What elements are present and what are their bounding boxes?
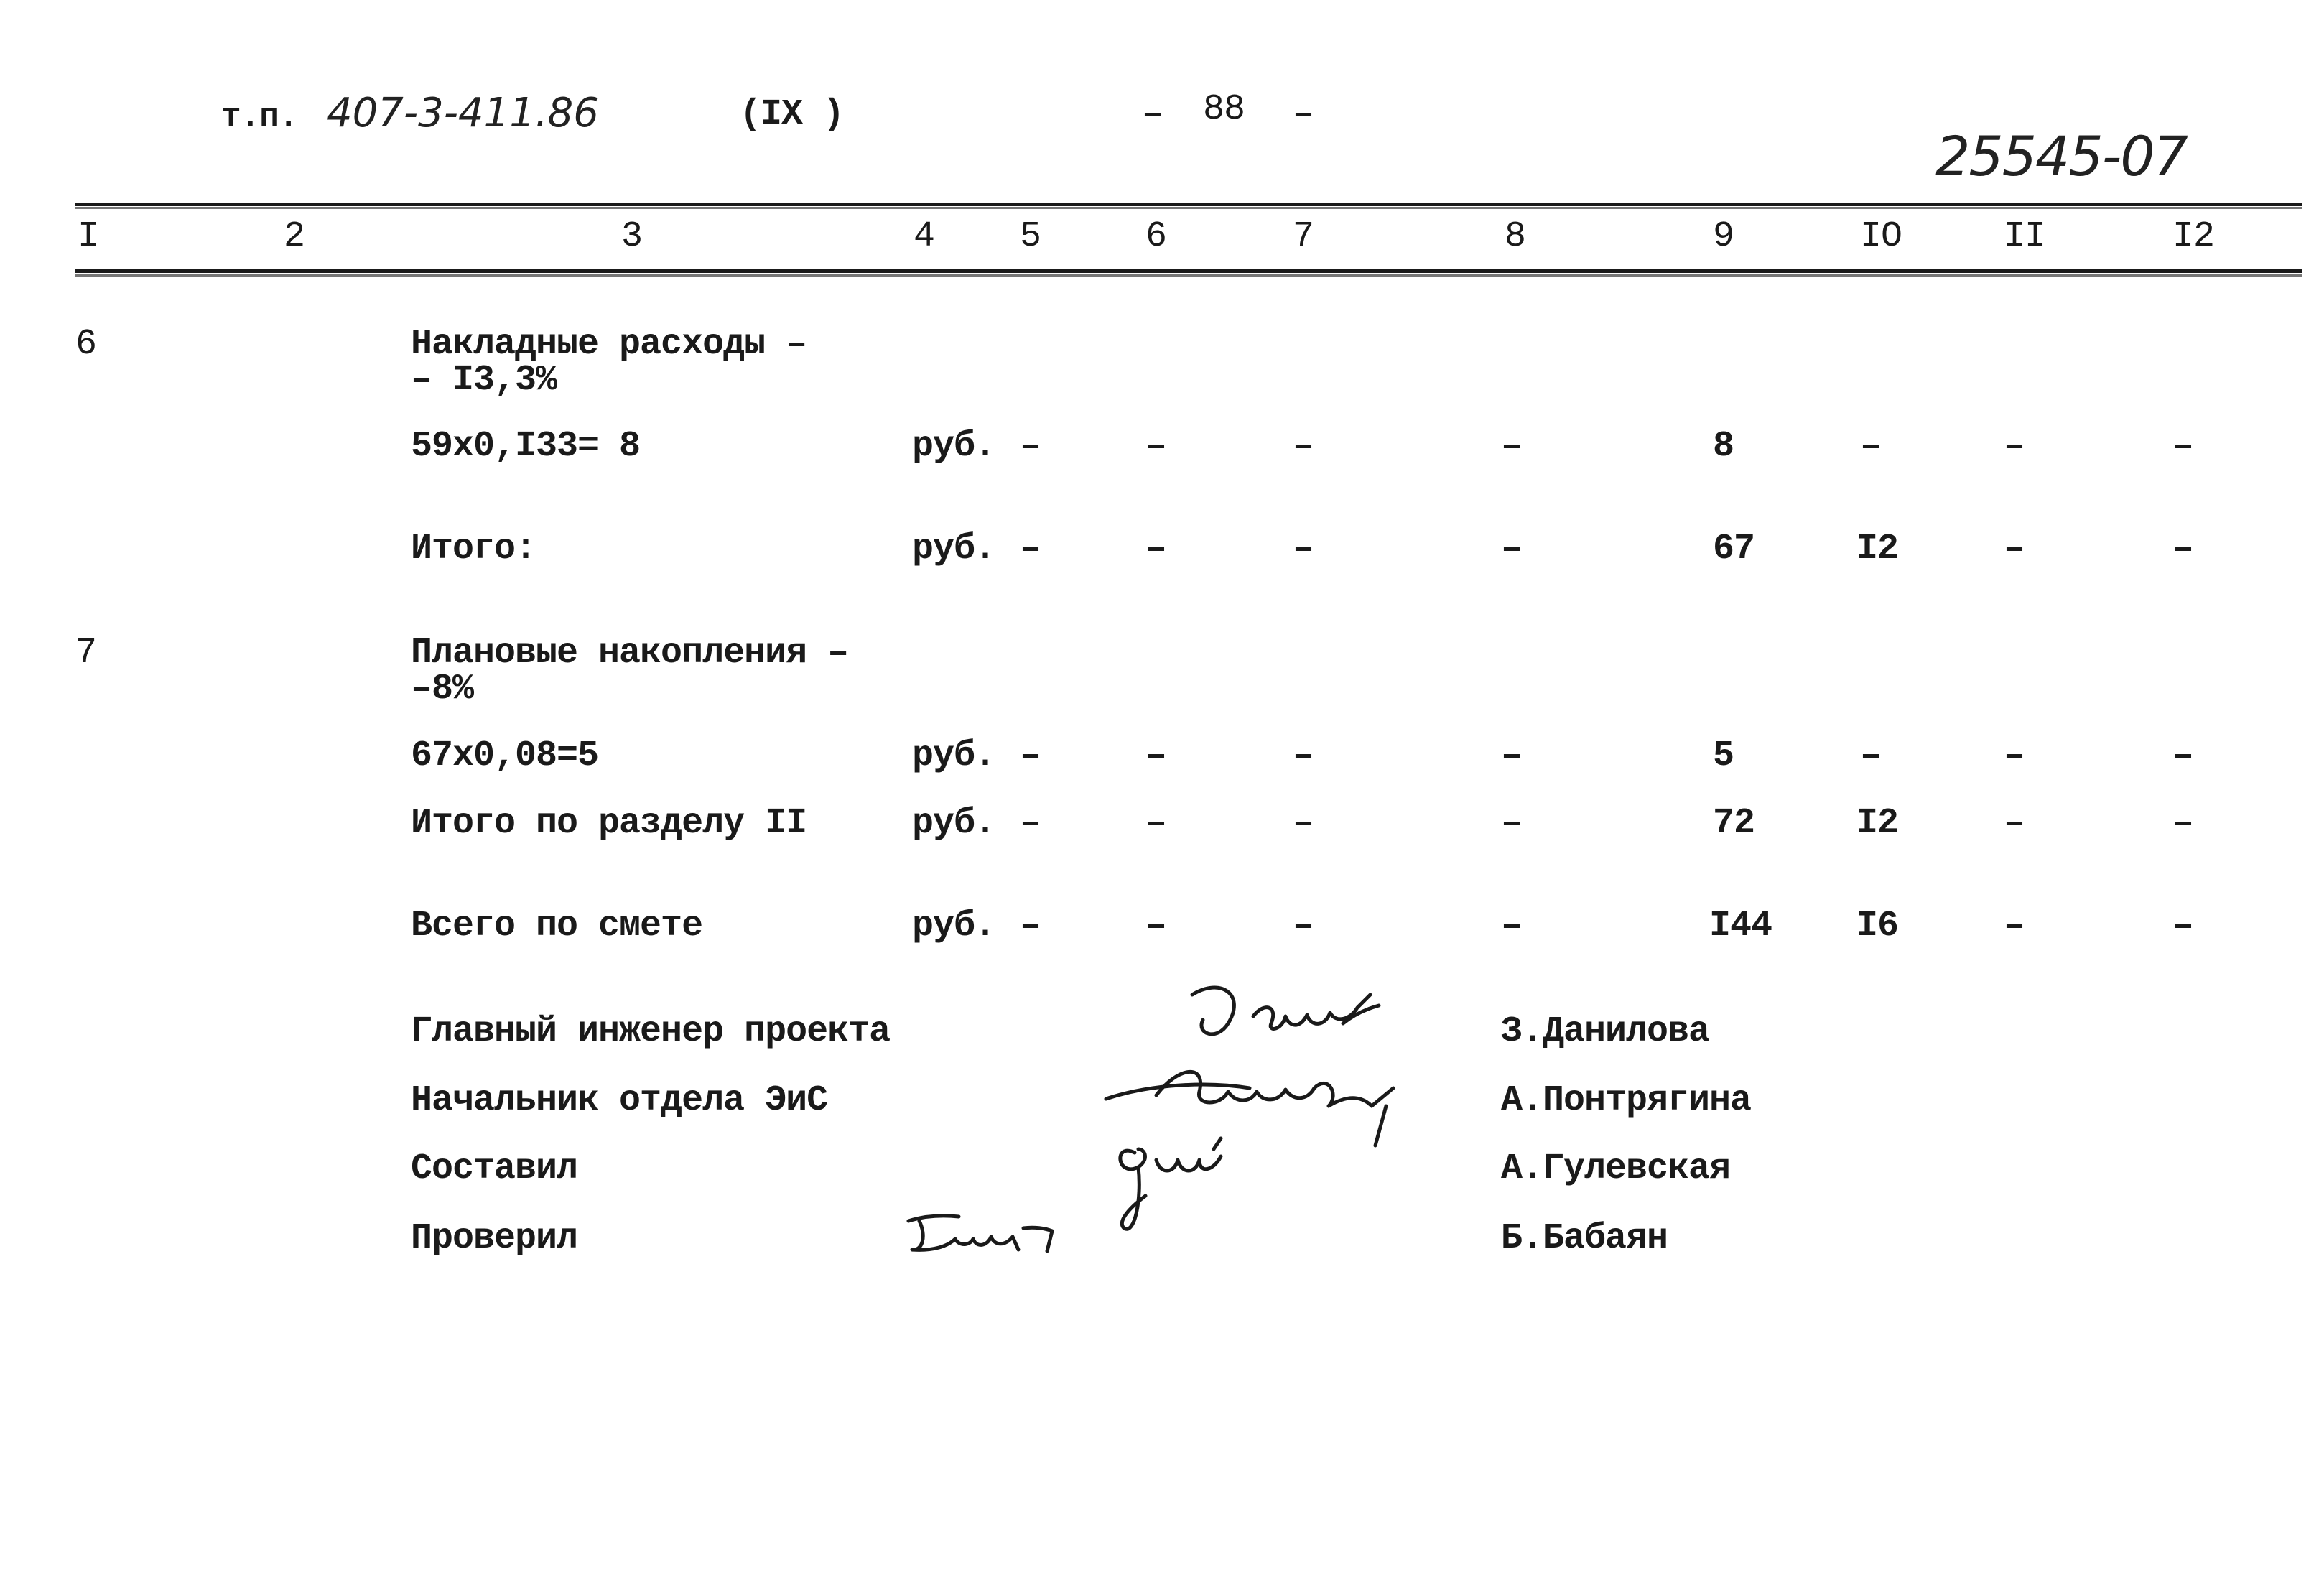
cell-col6: – [1145, 426, 1167, 467]
cell-col7: – [1293, 735, 1314, 776]
header-bottom-rule [75, 269, 2302, 273]
item-title-line2: –8% [411, 669, 474, 710]
cell-col12: – [2172, 735, 2194, 776]
cell-col7: – [1293, 529, 1314, 570]
cell-col6: – [1145, 906, 1167, 947]
row-label: 67x0,08=5 [411, 735, 599, 776]
cell-col10: I2 [1856, 529, 1899, 570]
doc-prefix: т.п. [221, 98, 298, 136]
signature-name: А.Гулевская [1501, 1148, 1731, 1189]
page-number: 88 [1203, 89, 1245, 130]
cell-col5: – [1020, 803, 1041, 844]
page-dash-left: – [1142, 94, 1163, 135]
col-header-3: 3 [621, 216, 643, 257]
cell-col11: – [2004, 906, 2025, 947]
row-label: 59x0,I33= 8 [411, 426, 641, 467]
signature-name: А.Понтрягина [1501, 1080, 1752, 1121]
cell-col5: – [1020, 906, 1041, 947]
item-number: 6 [75, 324, 97, 365]
cell-col11: – [2004, 803, 2025, 844]
cell-col11: – [2004, 529, 2025, 570]
signature-name: З.Данилова [1501, 1011, 1710, 1052]
row-unit: руб. [912, 803, 996, 844]
cell-col6: – [1145, 735, 1167, 776]
col-header-9: 9 [1713, 216, 1734, 257]
grand-total-unit: руб. [912, 906, 996, 947]
doc-number: 407-3-411.86 [327, 90, 599, 136]
col-header-8: 8 [1505, 216, 1526, 257]
handwritten-signature-1 [1178, 973, 1422, 1052]
cell-col8: – [1501, 426, 1523, 467]
page-dash-right: – [1293, 94, 1314, 135]
handwritten-signature-4 [905, 1207, 1084, 1264]
col-header-5: 5 [1020, 216, 1041, 257]
col-header-12: I2 [2172, 216, 2215, 257]
cell-col12: – [2172, 529, 2194, 570]
handwritten-signature-3 [1106, 1128, 1250, 1250]
cell-col9: 72 [1713, 803, 1755, 844]
col-header-11: II [2004, 216, 2046, 257]
grand-total-label: Всего по смете [411, 906, 703, 947]
cell-col10: – [1860, 426, 1882, 467]
cell-col10: I6 [1856, 906, 1899, 947]
signature-role: Проверил [411, 1218, 578, 1259]
cell-col12: – [2172, 906, 2194, 947]
header-top-rule-shadow [75, 207, 2302, 209]
cell-col6: – [1145, 529, 1167, 570]
cell-col9: 8 [1713, 426, 1734, 467]
row-unit: руб. [912, 529, 996, 570]
row-label: Итого: [411, 529, 536, 570]
cell-col9: 67 [1713, 529, 1755, 570]
signature-name: Б.Бабаян [1501, 1218, 1668, 1259]
col-header-2: 2 [284, 216, 305, 257]
cell-col5: – [1020, 529, 1041, 570]
cell-col8: – [1501, 803, 1523, 844]
cell-col7: – [1293, 426, 1314, 467]
cell-col12: – [2172, 803, 2194, 844]
cell-col6: – [1145, 803, 1167, 844]
cell-col12: – [2172, 426, 2194, 467]
inventory-number: 25545-07 [1935, 124, 2187, 188]
cell-col5: – [1020, 735, 1041, 776]
cell-col10: I2 [1856, 803, 1899, 844]
cell-col5: – [1020, 426, 1041, 467]
cell-col9: I44 [1709, 906, 1772, 947]
cell-col10: – [1860, 735, 1882, 776]
cell-col9: 5 [1713, 735, 1734, 776]
row-unit: руб. [912, 426, 996, 467]
cell-col8: – [1501, 906, 1523, 947]
cell-col11: – [2004, 735, 2025, 776]
signature-role: Начальник отдела ЭиС [411, 1080, 828, 1121]
cell-col8: – [1501, 529, 1523, 570]
item-number: 7 [75, 633, 97, 674]
cell-col8: – [1501, 735, 1523, 776]
col-header-6: 6 [1145, 216, 1167, 257]
cell-col7: – [1293, 906, 1314, 947]
header-bottom-rule-shadow [75, 274, 2302, 277]
cell-col7: – [1293, 803, 1314, 844]
col-header-4: 4 [914, 216, 935, 257]
signature-role: Главный инженер проекта [411, 1011, 891, 1052]
row-unit: руб. [912, 735, 996, 776]
col-header-1: I [78, 216, 99, 257]
item-title-line1: Плановые накопления – [411, 633, 849, 674]
volume-label: (IX ) [740, 94, 845, 135]
item-title-line1: Накладные расходы – [411, 324, 807, 365]
cell-col11: – [2004, 426, 2025, 467]
header-top-rule [75, 203, 2302, 206]
col-header-7: 7 [1293, 216, 1314, 257]
item-title-line2: – I3,3% [411, 360, 557, 401]
col-header-10: IO [1860, 216, 1902, 257]
signature-role: Составил [411, 1148, 578, 1189]
row-label: Итого по разделу II [411, 803, 807, 844]
